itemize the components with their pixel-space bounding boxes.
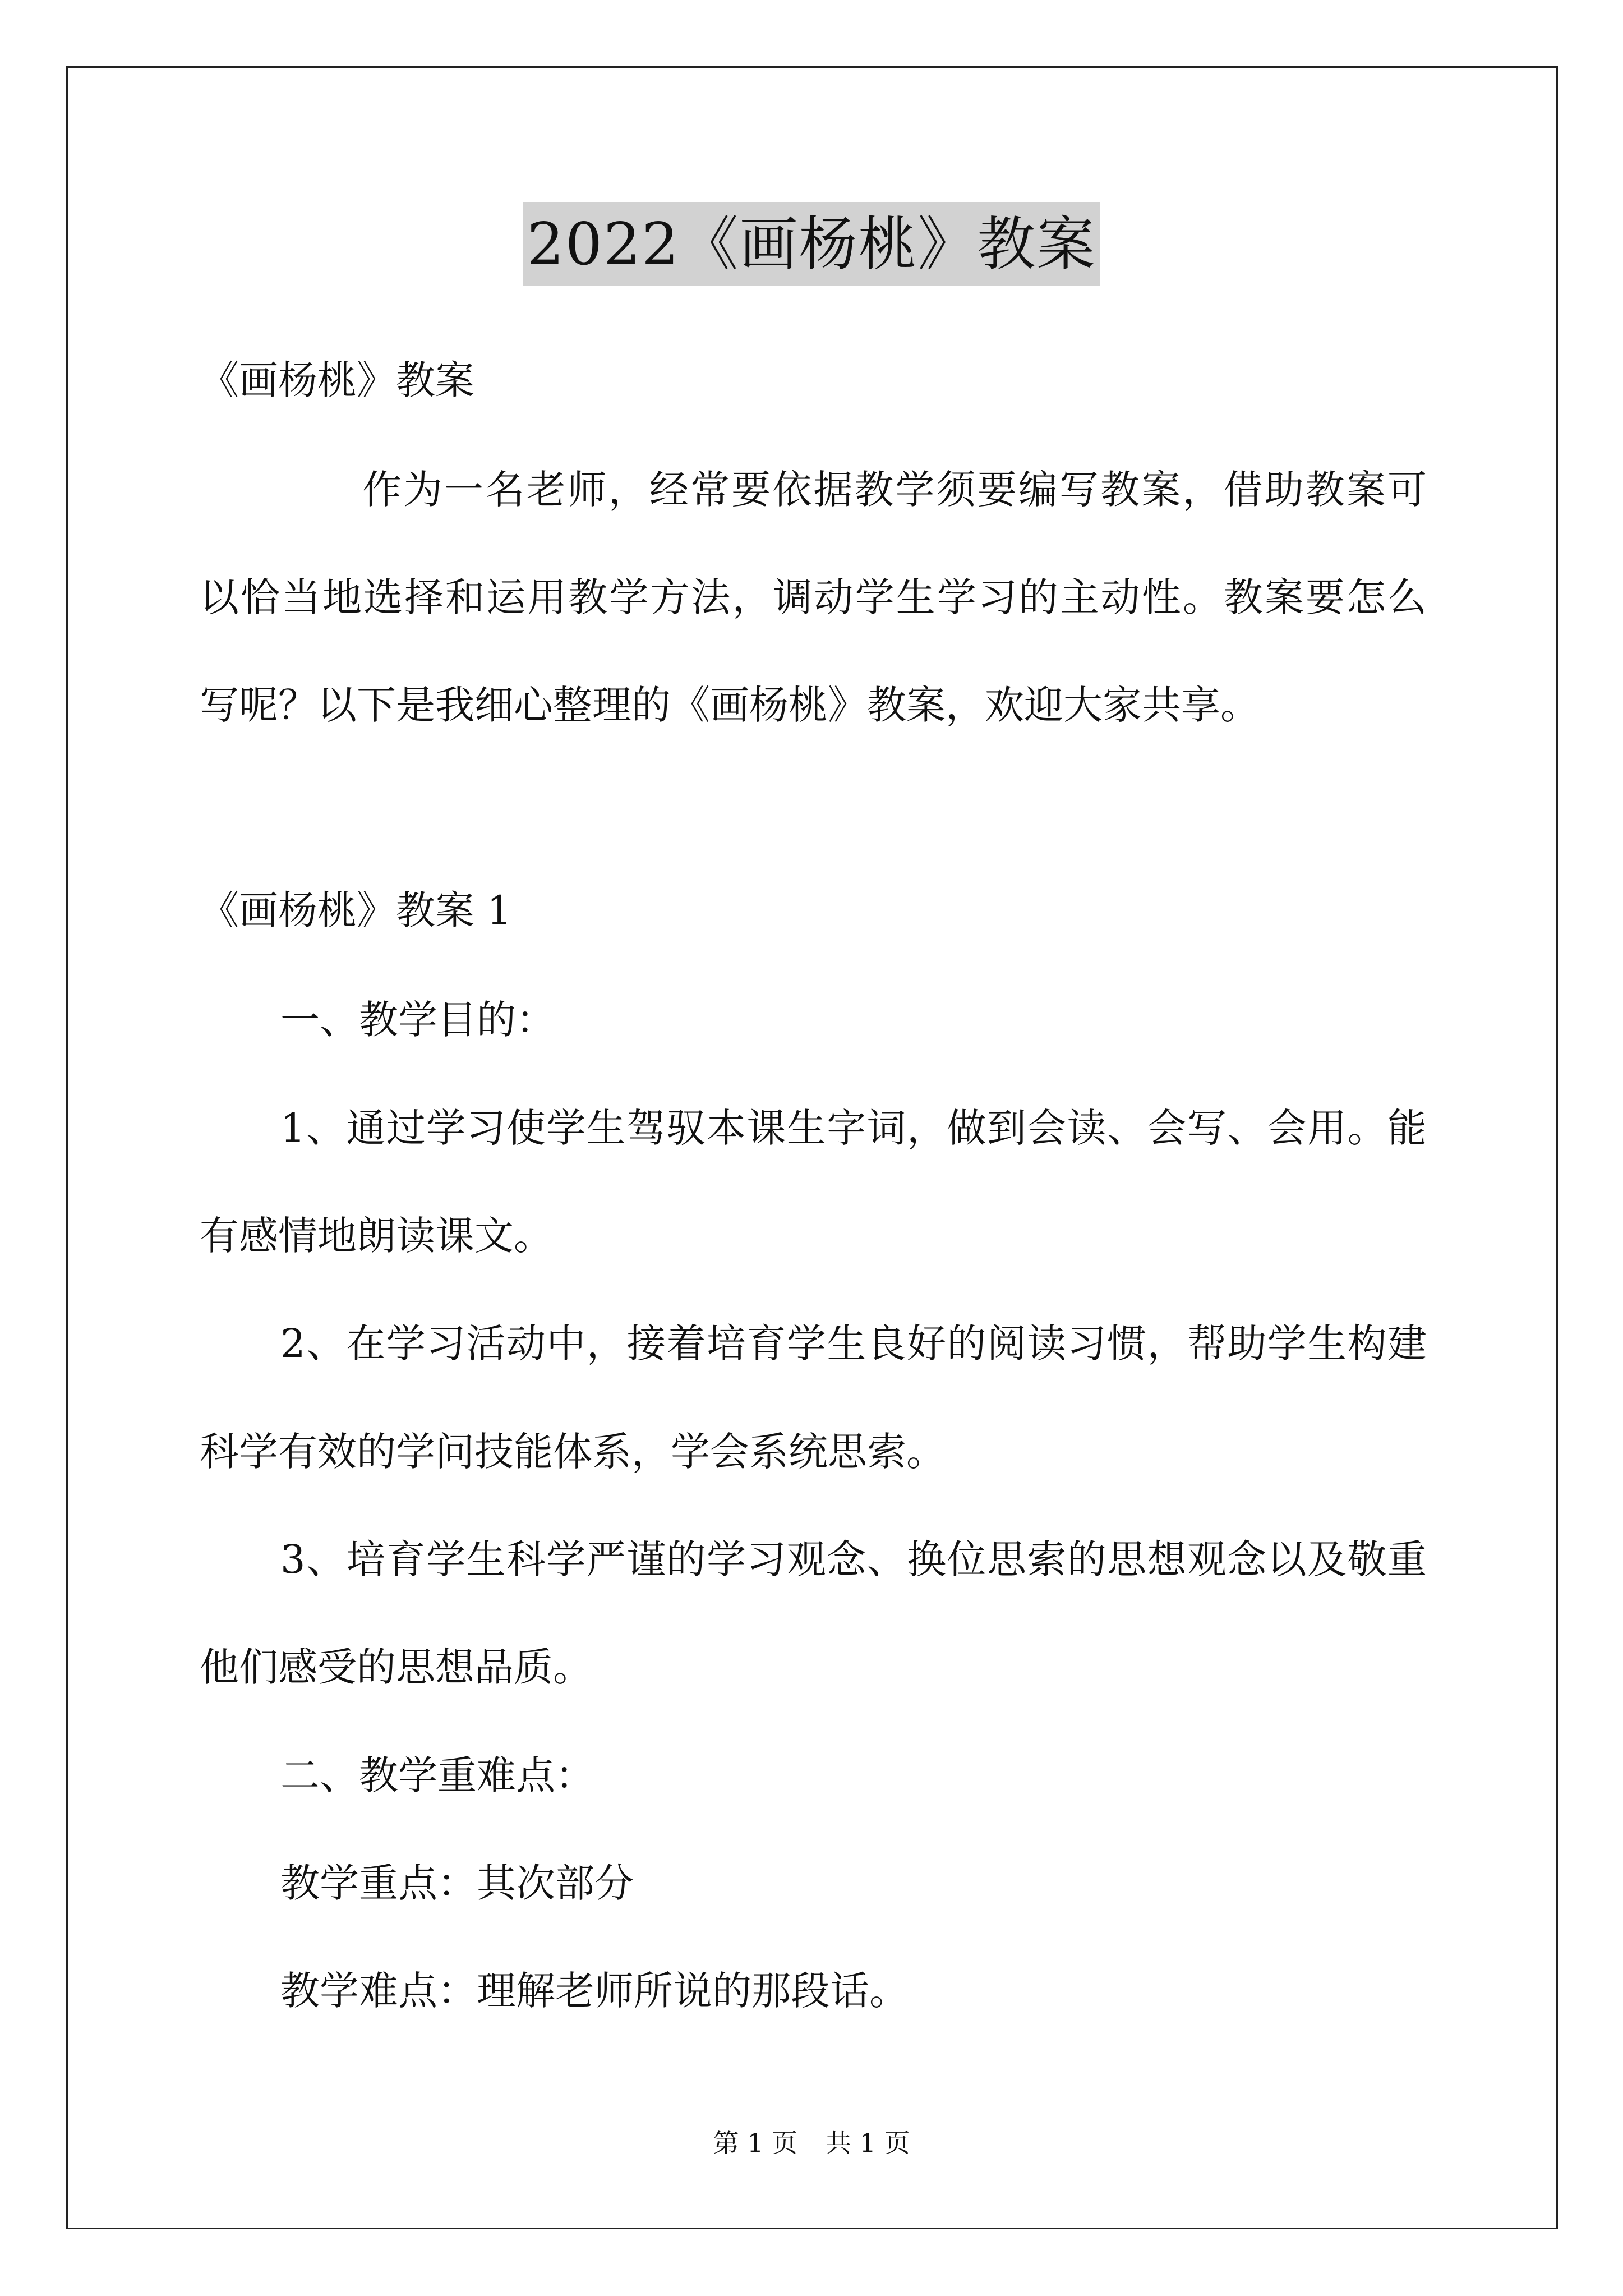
intro-line-2: 以恰当地选择和运用教学方法，调动学生学习的主动性。教案要怎么 — [200, 574, 1427, 620]
objective-heading: 一、教学目的： — [280, 997, 555, 1043]
objective-2-line-1: 2、在学习活动中，接着培育学生良好的阅读习惯，帮助学生构建 — [280, 1320, 1427, 1366]
difficulty-heading: 二、教学重难点： — [280, 1752, 594, 1798]
difficult-point-line: 教学难点：理解老师所说的那段话。 — [280, 1968, 909, 2014]
key-point-line: 教学重点：其次部分 — [280, 1860, 634, 1906]
page-footer — [0, 2126, 1623, 2160]
page-number-current: 第 1 页 — [713, 2128, 797, 2158]
page-number-total: 共 1 页 — [826, 2128, 910, 2158]
intro-line-3: 写呢？以下是我细心整理的《画杨桃》教案，欢迎大家共享。 — [200, 682, 1260, 728]
objective-1-line-1: 1、通过学习使学生驾驭本课生字词，做到会读、会写、会用。能 — [280, 1105, 1427, 1151]
subtitle-line: 《画杨桃》教案 — [200, 357, 474, 403]
section-heading: 《画杨桃》教案 1 — [200, 887, 512, 933]
document-title: 2022《画杨桃》教案 — [523, 202, 1101, 286]
objective-3-line-1: 3、培育学生科学严谨的学习观念、换位思索的思想观念以及敬重 — [280, 1536, 1427, 1582]
objective-1-line-2: 有感情地朗读课文。 — [200, 1213, 553, 1259]
intro-line-1: 作为一名老师，经常要依据教学须要编写教案，借助教案可 — [362, 467, 1427, 513]
objective-2-line-2: 科学有效的学问技能体系，学会系统思索。 — [200, 1429, 946, 1475]
objective-3-line-2: 他们感受的思想品质。 — [200, 1644, 592, 1690]
title-container — [0, 202, 1623, 286]
